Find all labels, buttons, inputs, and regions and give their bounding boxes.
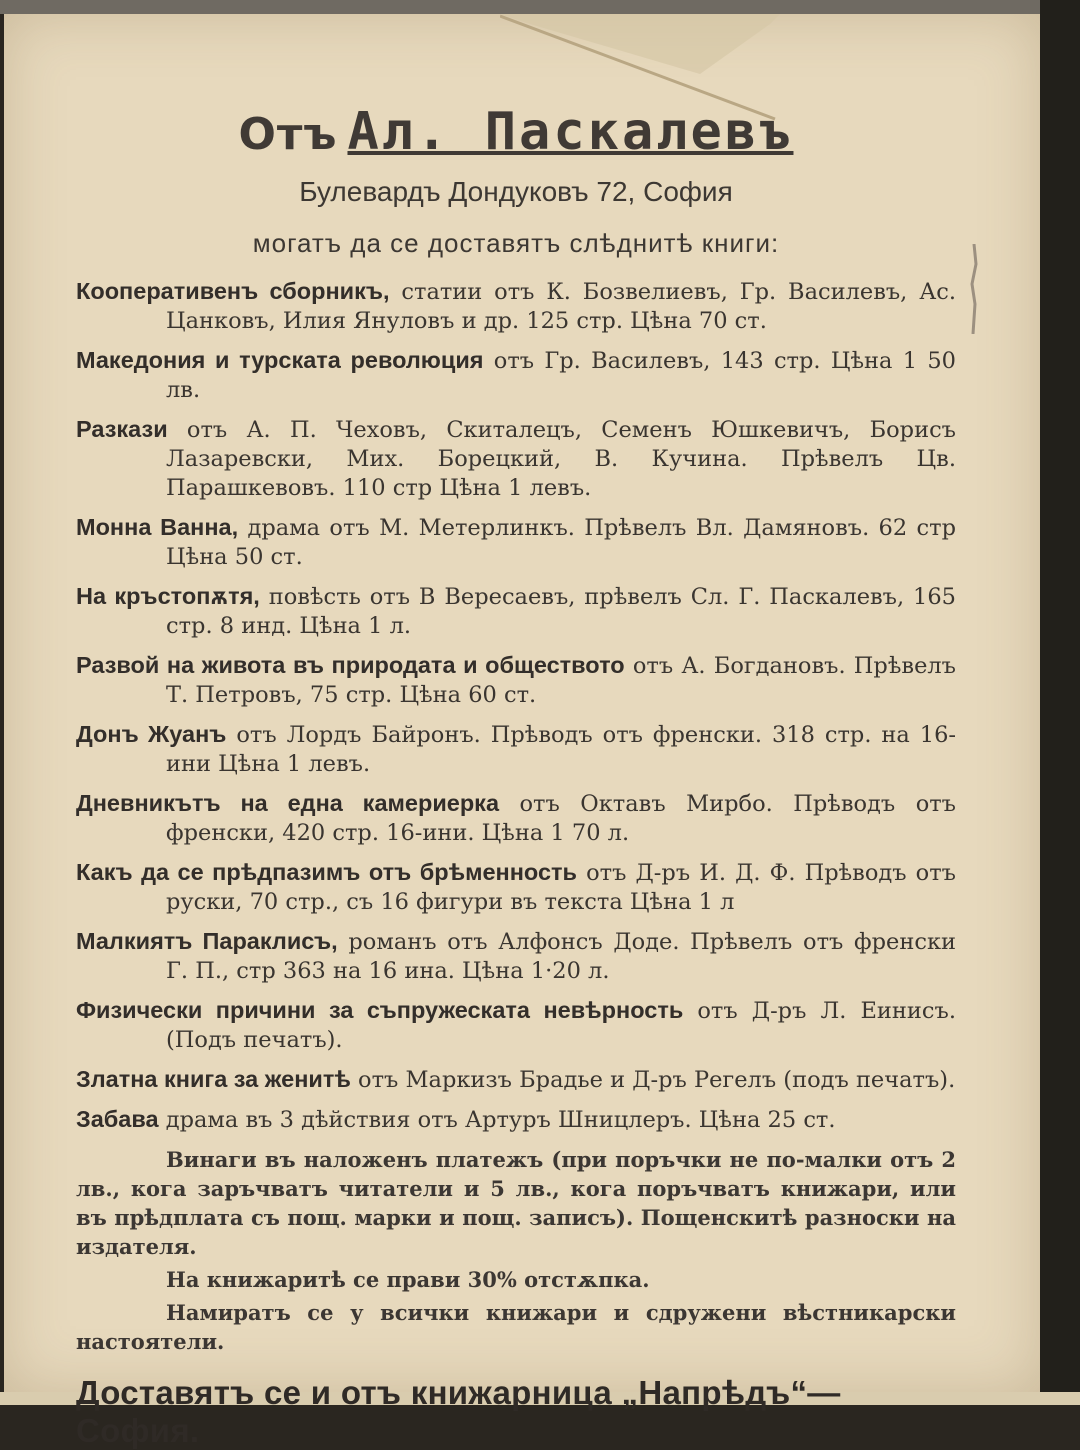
book-title: Донъ Жуанъ	[76, 721, 227, 747]
book-details: отъ Лордъ Байронъ. Прѣводъ отъ френски. 318 стр. на 16-ини Цѣна 1 левъ.	[166, 722, 956, 777]
book-details: отъ Октавъ Мирбо. Прѣводъ отъ френски, 420 стр. 16-ини. Цѣна 1 70 л.	[166, 791, 957, 846]
book-title: Кооперативенъ сборникъ,	[76, 278, 390, 304]
book-list	[76, 277, 956, 1135]
book-details: отъ А. П. Чеховъ, Скиталецъ, Семенъ Юшкевичъ, Борисъ Лазаревски, Мих. Борецкий, В. Кучина. Прѣвелъ Цв. Парашкевовъ. 110 стр Цѣна 1 левъ.	[166, 417, 956, 501]
book-entry	[76, 346, 956, 405]
book-details: отъ Д-ръ И. Д. Ф. Прѣводъ отъ руски, 70 стр., съ 16 фигури въ текста Цѣна 1 л	[166, 860, 956, 915]
discount-note: На книжаритѣ се прави 30% отстѫпка.	[166, 1267, 650, 1292]
book-entry	[76, 1065, 956, 1095]
scan-top-edge	[0, 0, 1080, 14]
book-entry	[76, 582, 956, 641]
book-title: Какъ да се прѣдпазимъ отъ брѣменность	[76, 859, 577, 885]
book-details: романъ отъ Алфонсъ Доде. Прѣвелъ отъ френски Г. П., стр 363 на 16 ина. Цѣна 1·20 л.	[166, 929, 957, 984]
book-title: Македония и турската революция	[76, 347, 484, 373]
book-details: отъ Гр. Василевъ, 143 стр. Цѣна 1 50 лв.	[166, 348, 956, 403]
book-title: Малкиятъ Параклисъ,	[76, 928, 338, 954]
advertisement-content	[76, 96, 956, 1450]
book-details: отъ Маркизъ Брадье и Д-ръ Регелъ (подъ печатъ).	[350, 1067, 956, 1093]
scan-right-edge	[1040, 0, 1080, 1405]
book-title: Дневникътъ на една камериерка	[76, 790, 500, 816]
book-entry	[76, 1105, 956, 1135]
book-entry	[76, 927, 956, 986]
book-title: Забава	[76, 1106, 159, 1132]
publisher-address: Булевардъ Дондуковъ 72, София	[299, 176, 733, 207]
book-details: статии отъ К. Бозвелиевъ, Гр. Василевъ, Ас. Цанковъ, Илия Януловъ и др. 125 стр. Цѣна 70 ст.	[166, 279, 957, 334]
book-entry	[76, 415, 956, 503]
publisher-prefix: Отъ	[238, 109, 338, 160]
intro-line: могатъ да се доставятъ слѣднитѣ книги:	[252, 228, 780, 258]
margin-pen-mark	[962, 244, 986, 334]
book-entry	[76, 651, 956, 710]
book-entry	[76, 858, 956, 917]
publisher-name: Ал. Пaскaлевъ	[347, 102, 794, 162]
book-entry	[76, 277, 956, 336]
book-details: драма въ 3 дѣйствия отъ Артуръ Шницлеръ. Цѣна 25 ст.	[158, 1107, 836, 1133]
payment-note: Винаги въ наложенъ платежъ (при поръчки не по-малки отъ 2 лв., кога заръчватъ читатели и 5 лв., кога поръчватъ книжари, или въ прѣдплата съ пощ. марки и пощ. записъ). Пощенскитѣ разноски на издателя.	[76, 1147, 956, 1259]
availability-note: Намиратъ се у всички книжари и сдружени вѣстникарски настоятели.	[76, 1300, 956, 1354]
footer-bookstore: Доставятъ се и отъ книжарница „Напрѣдъ“—София.	[76, 1374, 841, 1449]
book-details: драма отъ М. Метерлинкъ. Прѣвелъ Вл. Дамяновъ. 62 стр Цѣна 50 ст.	[166, 515, 956, 570]
book-entry	[76, 513, 956, 572]
book-details: отъ Д-ръ Л. Еинисъ. (Подъ печатъ).	[166, 998, 956, 1053]
book-title: Златна книга за женитѣ	[76, 1066, 351, 1092]
book-title: Разкази	[76, 416, 168, 442]
book-title: На кръстопѫтя,	[76, 583, 260, 609]
book-details: повѣсть отъ В Вересаевъ, прѣвелъ Сл. Г. Паскалевъ, 165 стр. 8 инд. Цѣна 1 л.	[166, 584, 956, 639]
publisher-heading	[76, 102, 956, 162]
book-entry	[76, 789, 956, 848]
book-title: Развой на живота въ природата и обществото	[76, 652, 625, 678]
book-entry	[76, 996, 956, 1055]
book-entry	[76, 720, 956, 779]
book-title: Монна Ванна,	[76, 514, 239, 540]
book-details: отъ А. Богдановъ. Прѣвелъ Т. Петровъ, 75 стр. Цѣна 60 ст.	[166, 653, 956, 708]
book-title: Физически причини за съпружеската невѣрность	[76, 997, 684, 1023]
